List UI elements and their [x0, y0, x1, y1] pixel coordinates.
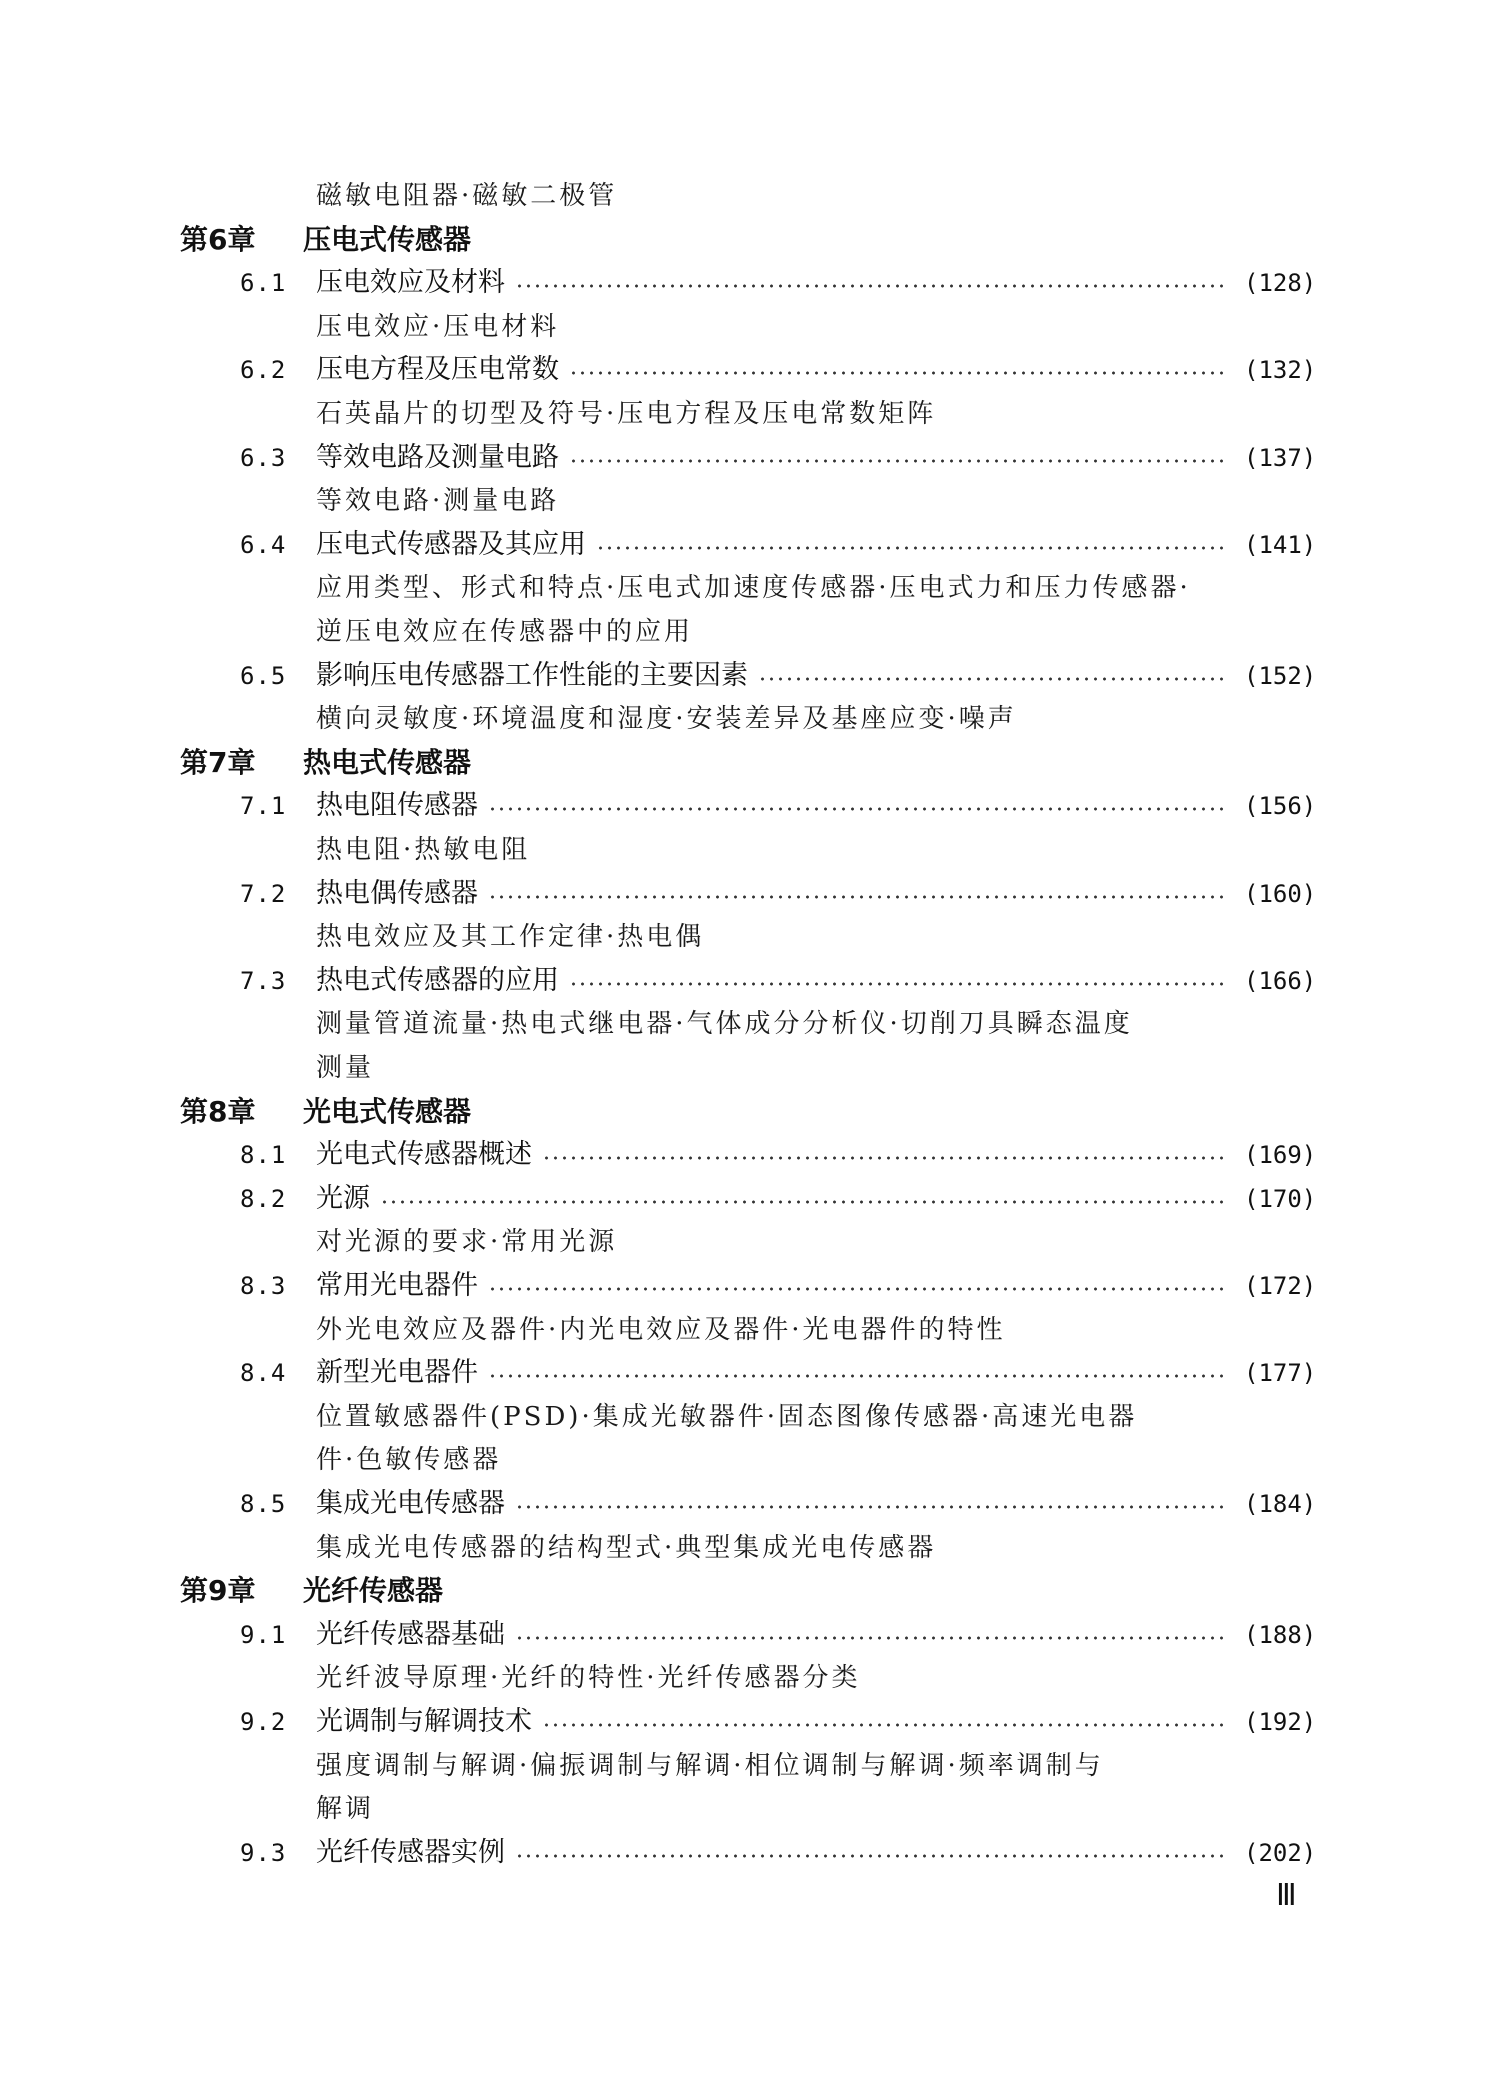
section-description: 强度调制与解调·偏振调制与解调·相位调制与解调·频率调制与 — [316, 1750, 1104, 1781]
section-description: 热电效应及其工作定律·热电偶 — [316, 922, 705, 953]
section-description: 热电阻·热敏电阻 — [316, 835, 531, 865]
dot-leader — [542, 1723, 1226, 1727]
section-number: 6.1 — [240, 269, 287, 298]
toc-entry — [0, 348, 1504, 392]
page-number: (152) — [1244, 661, 1317, 690]
dot-leader — [569, 459, 1226, 463]
section-number: 6.2 — [240, 356, 287, 385]
entry-title-wrap — [316, 1482, 1226, 1526]
entry-title-wrap — [316, 348, 1226, 392]
section-description: 位置敏感器件(PSD)·集成光敏器件·固态图像传感器·高速光电器 — [316, 1401, 1138, 1432]
toc-entry — [0, 1351, 1504, 1395]
entry-title-wrap — [316, 654, 1226, 698]
section-number: 7.2 — [240, 879, 287, 908]
section-title: 热电式传感器的应用 — [316, 964, 559, 996]
entry-title-wrap — [316, 523, 1226, 567]
toc-entry — [0, 959, 1504, 1003]
dot-leader — [569, 371, 1226, 375]
toc-entry — [0, 1831, 1504, 1875]
page-number: (202) — [1244, 1838, 1317, 1867]
dot-leader — [515, 284, 1226, 288]
entry-title-wrap — [316, 1177, 1226, 1221]
dot-leader — [596, 546, 1226, 550]
section-description: 解调 — [316, 1794, 375, 1825]
section-title: 压电效应及材料 — [316, 267, 505, 299]
entry-title-wrap — [316, 959, 1226, 1003]
section-title: 压电方程及压电常数 — [316, 354, 559, 386]
page-number: (184) — [1244, 1490, 1317, 1518]
toc-entry — [0, 261, 1504, 305]
section-description: 外光电效应及器件·内光电效应及器件·光电器件的特性 — [316, 1314, 1006, 1345]
toc-entry — [0, 523, 1504, 567]
page-number: (177) — [1244, 1359, 1317, 1388]
page-number: (170) — [1244, 1184, 1317, 1213]
page-number: (166) — [1244, 966, 1317, 995]
section-description: 逆压电效应在传感器中的应用 — [316, 617, 694, 647]
chapter-number: 第6章 — [180, 222, 256, 256]
section-title: 光纤传感器基础 — [316, 1618, 505, 1650]
section-number: 7.3 — [240, 966, 287, 995]
section-description: 磁敏电阻器·磁敏二极管 — [316, 181, 618, 211]
section-description: 横向灵敏度·环境温度和湿度·安装差异及基座应变·噪声 — [316, 704, 1017, 735]
toc-entry — [0, 654, 1504, 698]
section-title: 光源 — [316, 1182, 370, 1214]
section-description: 石英晶片的切型及符号·压电方程及压电常数矩阵 — [316, 399, 937, 429]
page-number: (141) — [1244, 530, 1317, 559]
section-description: 应用类型、形式和特点·压电式加速度传感器·压电式力和压力传感器· — [316, 573, 1191, 604]
dot-leader — [488, 895, 1226, 899]
entry-title-wrap — [316, 1831, 1226, 1875]
toc-entry — [0, 1133, 1504, 1177]
entry-title-wrap — [316, 1264, 1226, 1308]
dot-leader — [488, 1287, 1226, 1291]
section-title: 热电阻传感器 — [316, 790, 478, 822]
section-number: 8.3 — [240, 1272, 287, 1300]
toc-entry — [0, 872, 1504, 916]
dot-leader — [569, 982, 1226, 986]
page-number: (156) — [1244, 792, 1317, 821]
dot-leader — [488, 807, 1226, 811]
section-number: 9.3 — [240, 1838, 287, 1867]
entry-title-wrap — [316, 1700, 1226, 1744]
page-number: (172) — [1244, 1272, 1317, 1300]
page-number: (160) — [1244, 879, 1317, 908]
entry-title-wrap — [316, 1613, 1226, 1657]
toc-entry — [0, 1613, 1504, 1657]
section-title: 压电式传感器及其应用 — [316, 528, 586, 560]
section-title: 等效电路及测量电路 — [316, 441, 559, 473]
section-number: 8.2 — [240, 1184, 287, 1213]
toc-entry — [0, 1482, 1504, 1526]
section-number: 6.4 — [240, 530, 287, 559]
section-title: 影响压电传感器工作性能的主要因素 — [316, 659, 748, 691]
chapter-title: 光纤传感器 — [303, 1574, 444, 1608]
page-number: (137) — [1244, 443, 1317, 472]
section-number: 9.1 — [240, 1620, 287, 1649]
section-description: 对光源的要求·常用光源 — [316, 1227, 618, 1258]
section-number: 7.1 — [240, 792, 287, 821]
section-title: 热电偶传感器 — [316, 877, 478, 909]
page-number: (169) — [1244, 1141, 1317, 1170]
section-title: 集成光电传感器 — [316, 1488, 505, 1519]
dot-leader — [515, 1636, 1226, 1640]
section-description: 压电效应·压电材料 — [316, 311, 560, 342]
section-description: 测量 — [316, 1053, 375, 1083]
entry-title-wrap — [316, 784, 1226, 828]
section-title: 光调制与解调技术 — [316, 1706, 532, 1737]
page-number: (132) — [1244, 356, 1317, 385]
page-folio: Ⅲ — [1276, 1879, 1297, 1912]
section-title: 常用光电器件 — [316, 1270, 478, 1301]
section-description: 光纤波导原理·光纤的特性·光纤传感器分类 — [316, 1663, 861, 1694]
dot-leader — [542, 1156, 1226, 1160]
section-number: 8.4 — [240, 1359, 287, 1388]
section-description: 等效电路·测量电路 — [316, 486, 560, 517]
section-number: 6.3 — [240, 443, 287, 472]
section-description: 测量管道流量·热电式继电器·气体成分分析仪·切削刀具瞬态温度 — [316, 1009, 1133, 1040]
toc-entry — [0, 436, 1504, 480]
section-description: 件·色敏传感器 — [316, 1445, 502, 1476]
section-title: 光电式传感器概述 — [316, 1139, 532, 1171]
dot-leader — [515, 1505, 1226, 1509]
toc-entry — [0, 1700, 1504, 1744]
dot-leader — [380, 1200, 1226, 1204]
page-number: (128) — [1244, 269, 1317, 298]
section-title: 新型光电器件 — [316, 1357, 478, 1389]
section-number: 9.2 — [240, 1708, 287, 1736]
section-number: 8.1 — [240, 1141, 287, 1170]
entry-title-wrap — [316, 1351, 1226, 1395]
toc-entry — [0, 784, 1504, 828]
dot-leader — [488, 1374, 1226, 1378]
section-description: 集成光电传感器的结构型式·典型集成光电传感器 — [316, 1532, 937, 1563]
entry-title-wrap — [316, 436, 1226, 480]
dot-leader — [515, 1854, 1226, 1858]
page-number: (188) — [1244, 1620, 1317, 1649]
chapter-number: 第7章 — [180, 745, 256, 779]
section-number: 8.5 — [240, 1490, 287, 1518]
section-title: 光纤传感器实例 — [316, 1836, 505, 1868]
entry-title-wrap — [316, 261, 1226, 305]
chapter-title: 热电式传感器 — [303, 745, 472, 779]
chapter-title: 光电式传感器 — [303, 1094, 472, 1128]
chapter-number: 第9章 — [180, 1574, 256, 1608]
section-number: 6.5 — [240, 661, 287, 690]
entry-title-wrap — [316, 872, 1226, 916]
toc-entry — [0, 1264, 1504, 1308]
page-number: (192) — [1244, 1708, 1317, 1736]
toc-entry — [0, 1177, 1504, 1221]
entry-title-wrap — [316, 1133, 1226, 1177]
chapter-number: 第8章 — [180, 1094, 256, 1128]
chapter-title: 压电式传感器 — [303, 222, 472, 256]
dot-leader — [758, 677, 1226, 681]
